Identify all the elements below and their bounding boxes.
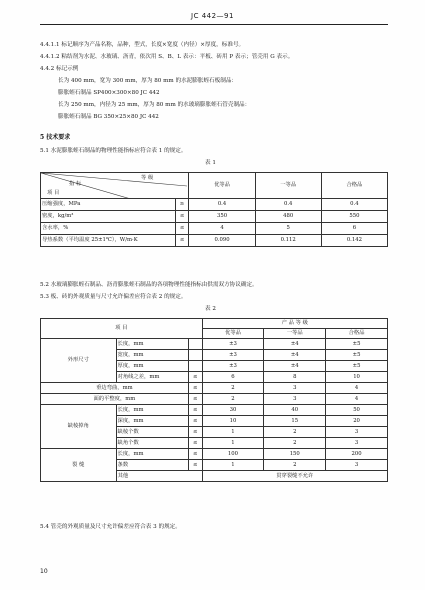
table2-row-op: ≤ bbox=[188, 438, 202, 449]
table2-row-op: ≤ bbox=[188, 405, 202, 416]
table2-cell: 40 bbox=[264, 405, 326, 416]
table-row bbox=[41, 383, 388, 394]
table1-cell: 4 bbox=[189, 223, 255, 235]
table2-cell: 1 bbox=[202, 427, 264, 438]
table2-cell: 10 bbox=[202, 416, 264, 427]
table1-cell: 550 bbox=[321, 211, 387, 223]
table2-grade-2: 一等品 bbox=[264, 329, 326, 339]
table1-grade-2: 一等品 bbox=[255, 173, 321, 199]
table2-cell: 3 bbox=[264, 383, 326, 394]
table1-row-op: ≥ bbox=[175, 199, 189, 211]
table2-row-op: ≤ bbox=[188, 460, 202, 471]
table2-row-name: 垂边弯曲，mm bbox=[41, 383, 189, 394]
table2-row-name: 对角线之差，mm bbox=[116, 372, 188, 383]
example-2-code: 膨胀蛭石制品 BG 350×25×80 JC 442 bbox=[58, 114, 159, 120]
table1-row-op: ≤ bbox=[175, 223, 189, 235]
table-row bbox=[41, 339, 388, 350]
table2-grade-1: 优等品 bbox=[202, 329, 264, 339]
clause-5-1: 5.1 水泥膨胀蛭石制品的物理性能指标应符合表 1 的规定。 bbox=[40, 148, 187, 154]
table1-cell: 0.4 bbox=[189, 199, 255, 211]
table2-cell: 100 bbox=[202, 449, 264, 460]
example-2-text: 长为 250 mm，内径为 25 mm，厚为 80 mm 的水玻璃膨胀蛭石管壳制品： bbox=[58, 102, 251, 108]
table-row bbox=[41, 449, 388, 460]
table-row bbox=[41, 405, 388, 416]
table2-row-op: ≤ bbox=[188, 383, 202, 394]
table2-cell: 3 bbox=[326, 438, 388, 449]
table1-cell: 5 bbox=[255, 223, 321, 235]
table-row bbox=[41, 394, 388, 405]
table2-cell: 3 bbox=[326, 427, 388, 438]
table1-head-grade: 等 级 bbox=[141, 175, 154, 181]
table-2 bbox=[40, 318, 388, 482]
table2-cell: 10 bbox=[326, 372, 388, 383]
table2-row-name: 长度，mm bbox=[116, 449, 188, 460]
table2-grade-3: 合格品 bbox=[326, 329, 388, 339]
table2-cell: 20 bbox=[326, 416, 388, 427]
table2-cell: ±4 bbox=[264, 361, 326, 372]
table2-cell: 2 bbox=[264, 438, 326, 449]
table1-cell: 6 bbox=[321, 223, 387, 235]
table2-caption: 表 2 bbox=[205, 306, 216, 312]
table2-row-name: 宽度，mm bbox=[116, 350, 188, 361]
standard-code-header: JC 442—91 bbox=[191, 12, 234, 20]
table2-cell: 6 bbox=[202, 372, 264, 383]
table2-row-name: 缺角个数 bbox=[116, 438, 188, 449]
table1-row-op: ≤ bbox=[175, 211, 189, 223]
table2-cell: 3 bbox=[264, 394, 326, 405]
table2-cell: 50 bbox=[326, 405, 388, 416]
table2-cell: 150 bbox=[264, 449, 326, 460]
table1-row-name: 含水率，% bbox=[41, 223, 176, 235]
table2-cell: ±5 bbox=[326, 339, 388, 350]
example-1-code: 膨胀蛭石制品 SP400×300×80 JC 442 bbox=[58, 90, 160, 96]
table2-row-op: ≤ bbox=[188, 427, 202, 438]
table-row bbox=[41, 199, 388, 211]
table1-caption: 表 1 bbox=[205, 160, 216, 166]
table2-row-name: 厚度，mm bbox=[116, 361, 188, 372]
clause-4-4-1-1: 4.4.1.1 标记顺序为产品名称，品种，型式，长度×宽度（内径）×厚度，标准号。 bbox=[40, 42, 245, 48]
table2-cell: 贯穿裂缝不允许 bbox=[202, 471, 387, 482]
table1-cell: 0.112 bbox=[255, 235, 321, 247]
table1-grade-1: 优等品 bbox=[189, 173, 255, 199]
table1-cell: 0.4 bbox=[255, 199, 321, 211]
table2-cell: 3 bbox=[326, 460, 388, 471]
table-row bbox=[41, 223, 388, 235]
table2-cell: 2 bbox=[202, 394, 264, 405]
table1-row-op: ≤ bbox=[175, 235, 189, 247]
table2-row-name: 缺棱个数 bbox=[116, 427, 188, 438]
table1-cell: 480 bbox=[255, 211, 321, 223]
table2-group-size: 外形尺寸 bbox=[41, 339, 117, 383]
table2-cell: ±5 bbox=[326, 350, 388, 361]
table-row bbox=[41, 211, 388, 223]
table2-row-op: ≤ bbox=[188, 394, 202, 405]
table2-cell: ±3 bbox=[202, 350, 264, 361]
table2-head-item: 项 目 bbox=[41, 319, 203, 339]
table2-cell: ±5 bbox=[326, 361, 388, 372]
table-row bbox=[41, 235, 388, 247]
table2-group-crack: 裂 缝 bbox=[41, 449, 117, 482]
table2-row-op bbox=[188, 339, 202, 350]
table2-cell: 4 bbox=[326, 383, 388, 394]
table2-cell: 1 bbox=[202, 460, 264, 471]
table2-cell: ±3 bbox=[202, 339, 264, 350]
table2-cell: 30 bbox=[202, 405, 264, 416]
table2-row-name: 长度，mm bbox=[116, 405, 188, 416]
table2-row-op: ≤ bbox=[188, 416, 202, 427]
table2-row-op: ≤ bbox=[188, 372, 202, 383]
table2-cell: 2 bbox=[202, 383, 264, 394]
table1-cell: 0.4 bbox=[321, 199, 387, 211]
table1-head-index: 指 标 bbox=[69, 181, 82, 187]
clause-5-3: 5.3 板、砖的外观质量与尺寸允许偏差应符合表 2 的规定。 bbox=[40, 294, 187, 300]
table2-row-name: 条数 bbox=[116, 460, 188, 471]
table2-row-name: 长度，mm bbox=[116, 339, 188, 350]
table1-cell: 350 bbox=[189, 211, 255, 223]
table1-grade-3: 合格品 bbox=[321, 173, 387, 199]
table2-row-name: 深度，mm bbox=[116, 416, 188, 427]
table2-cell: 2 bbox=[264, 460, 326, 471]
table1-row-name: 密度，kg/m³ bbox=[41, 211, 176, 223]
table1-head-item: 项 目 bbox=[47, 190, 60, 196]
clause-4-4-2: 4.4.2 标记示例 bbox=[40, 66, 79, 72]
example-1-text: 长为 400 mm，宽为 300 mm，厚为 80 mm 的水泥膨胀蛭石板制品： bbox=[58, 78, 238, 84]
clause-5-2: 5.2 水玻璃膨胀蛭石制品、沥青膨胀蛭石制品的各项物理性能指标由供需双方协议确定。 bbox=[40, 282, 258, 288]
table1-row-name: 导热系数（平均温度 25±1℃），W/m·K bbox=[41, 235, 176, 247]
table2-row-op bbox=[188, 350, 202, 361]
table2-cell: ±4 bbox=[264, 350, 326, 361]
table2-cell: ±4 bbox=[264, 339, 326, 350]
table1-diagonal-header bbox=[41, 173, 189, 199]
table2-cell: 8 bbox=[264, 372, 326, 383]
table1-cell: 0.090 bbox=[189, 235, 255, 247]
clause-4-4-1-2: 4.4.1.2 粘结剂为水泥、水玻璃、沥青，依次用 S、B、L 表示：平板、砖用 P 表示；管壳用 G 表示。 bbox=[40, 54, 294, 60]
table2-cell: 1 bbox=[202, 438, 264, 449]
table2-row-op: ≤ bbox=[188, 449, 202, 460]
table2-cell: 2 bbox=[264, 427, 326, 438]
table2-row-name: 面的平整度，mm bbox=[41, 394, 189, 405]
table2-row-op bbox=[188, 361, 202, 372]
clause-5-4: 5.4 管壳的外观质量及尺寸允许偏差应符合表 3 的规定。 bbox=[40, 524, 181, 530]
table2-cell: 4 bbox=[326, 394, 388, 405]
table-1 bbox=[40, 172, 388, 247]
table2-group-corner: 缺棱掉角 bbox=[41, 405, 117, 449]
table2-cell: ±3 bbox=[202, 361, 264, 372]
table2-row-name: 其他 bbox=[116, 471, 202, 482]
table1-cell: 0.142 bbox=[321, 235, 387, 247]
header-rule bbox=[40, 24, 388, 25]
page-number: 10 bbox=[40, 568, 48, 575]
diagonal-lines bbox=[41, 173, 187, 199]
table2-cell: 200 bbox=[326, 449, 388, 460]
section-5-heading: 5 技术要求 bbox=[40, 134, 71, 141]
table2-head-grade: 产 品 等 级 bbox=[202, 319, 387, 329]
table2-cell: 15 bbox=[264, 416, 326, 427]
table1-row-name: 压缩强度，MPa bbox=[41, 199, 176, 211]
